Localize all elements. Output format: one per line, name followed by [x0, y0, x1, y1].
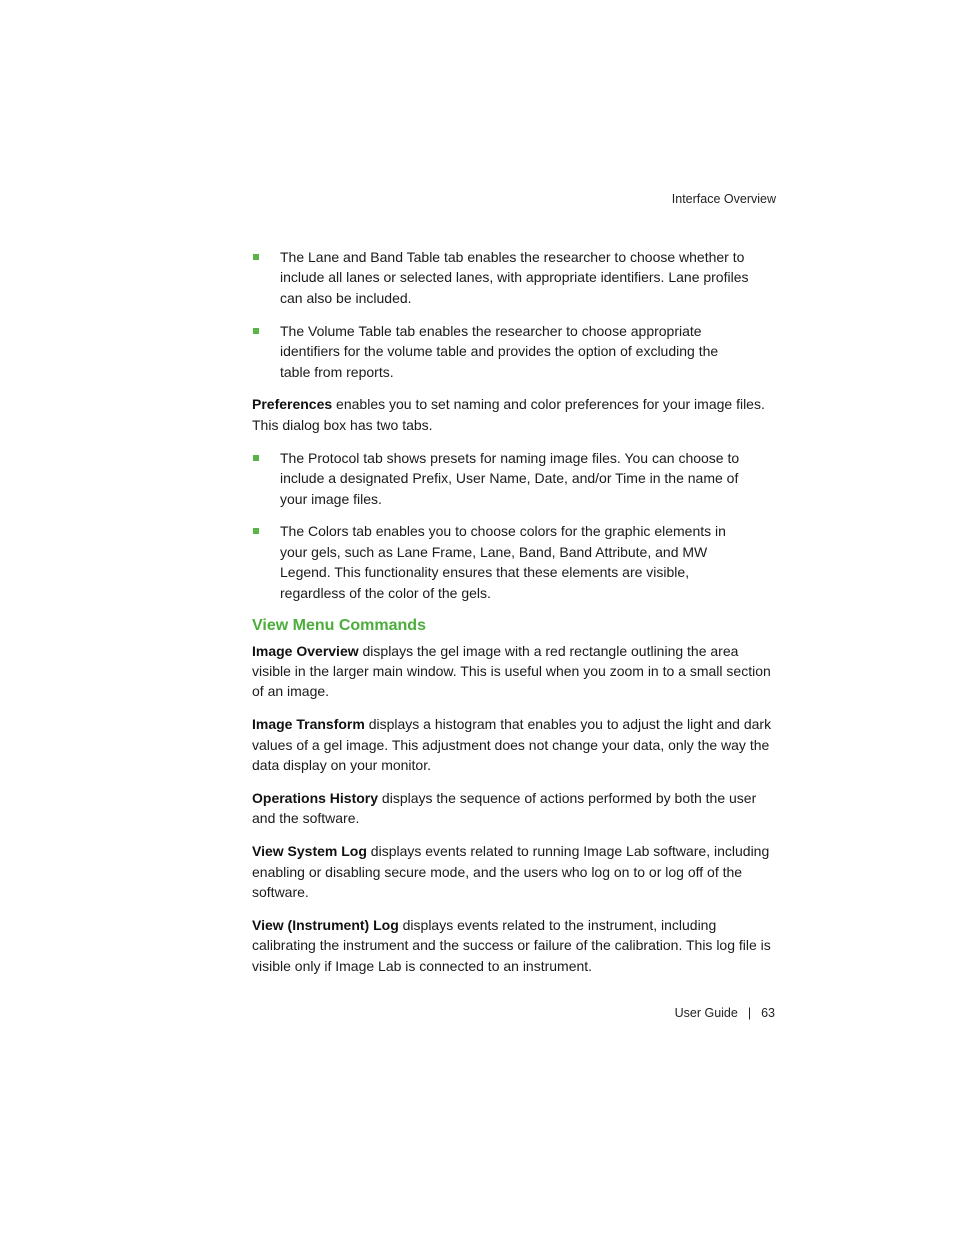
command-text: displays events related to the instrument, including calibrating the instrument and the success or failure of the calibration. This log file is visible only if Image Lab is connected to an instrument. [252, 917, 771, 974]
bullet-text: The Lane and Band Table tab enables the researcher to choose whether to include all lanes or selected lanes, with appropriate identifiers. Lane profiles can also be included. [280, 249, 749, 306]
bullet-item [252, 247, 750, 308]
command-paragraph [252, 788, 777, 829]
page-number: 63 [761, 1006, 775, 1020]
bullet-item [252, 448, 750, 509]
bullet-item [252, 321, 750, 382]
running-header: Interface Overview [671, 192, 776, 206]
bullet-item [252, 521, 750, 603]
command-text: displays a histogram that enables you to adjust the light and dark values of a gel image. This adjustment does not change your data, only the way the data display on your monitor. [252, 716, 772, 774]
square-bullet-icon [253, 455, 259, 461]
preferences-paragraph [252, 394, 777, 435]
footer-separator: | [747, 1006, 752, 1020]
square-bullet-icon [253, 528, 259, 534]
square-bullet-icon [253, 254, 259, 260]
command-term: Image Transform [252, 716, 365, 733]
command-term: View (Instrument) Log [252, 917, 399, 934]
bullet-text: The Colors tab enables you to choose colors for the graphic elements in your gels, such as Lane Frame, Lane, Band, Band Attribute, and MW Legend. This functionality ensures that these elements are visible, regardless of the color of the gels. [280, 523, 726, 601]
command-text: displays the sequence of actions performed by both the user and the software. [252, 790, 757, 827]
command-text: displays the gel image with a red rectangle outlining the area visible in the larger main window. This is useful when you zoom in to a small section of an image. [252, 642, 771, 700]
command-term: View System Log [252, 843, 367, 860]
square-bullet-icon [253, 328, 259, 334]
command-term: Operations History [252, 790, 379, 807]
command-paragraph [252, 841, 777, 902]
command-term: Image Overview [252, 642, 359, 659]
command-paragraph [252, 641, 777, 702]
page-content [252, 247, 777, 989]
command-text: displays events related to running Image Lab software, including enabling or disabling secure mode, and the users who log on to or log off of the software. [252, 843, 770, 901]
preferences-text: enables you to set naming and color preferences for your image files. This dialog box has two tabs. [252, 396, 765, 433]
bullet-text: The Protocol tab shows presets for naming image files. You can choose to include a designated Prefix, User Name, Date, and/or Time in the name of your image files. [280, 449, 740, 507]
section-heading: View Menu Commands [252, 616, 426, 634]
preferences-term: Preferences [252, 396, 333, 413]
command-paragraph [252, 714, 777, 775]
command-paragraph [252, 915, 777, 976]
page-footer [675, 1006, 775, 1020]
footer-guide-label: User Guide [674, 1006, 738, 1020]
bullet-text: The Volume Table tab enables the researcher to choose appropriate identifiers for the volume table and provides the option of excluding the table from reports. [280, 322, 719, 380]
